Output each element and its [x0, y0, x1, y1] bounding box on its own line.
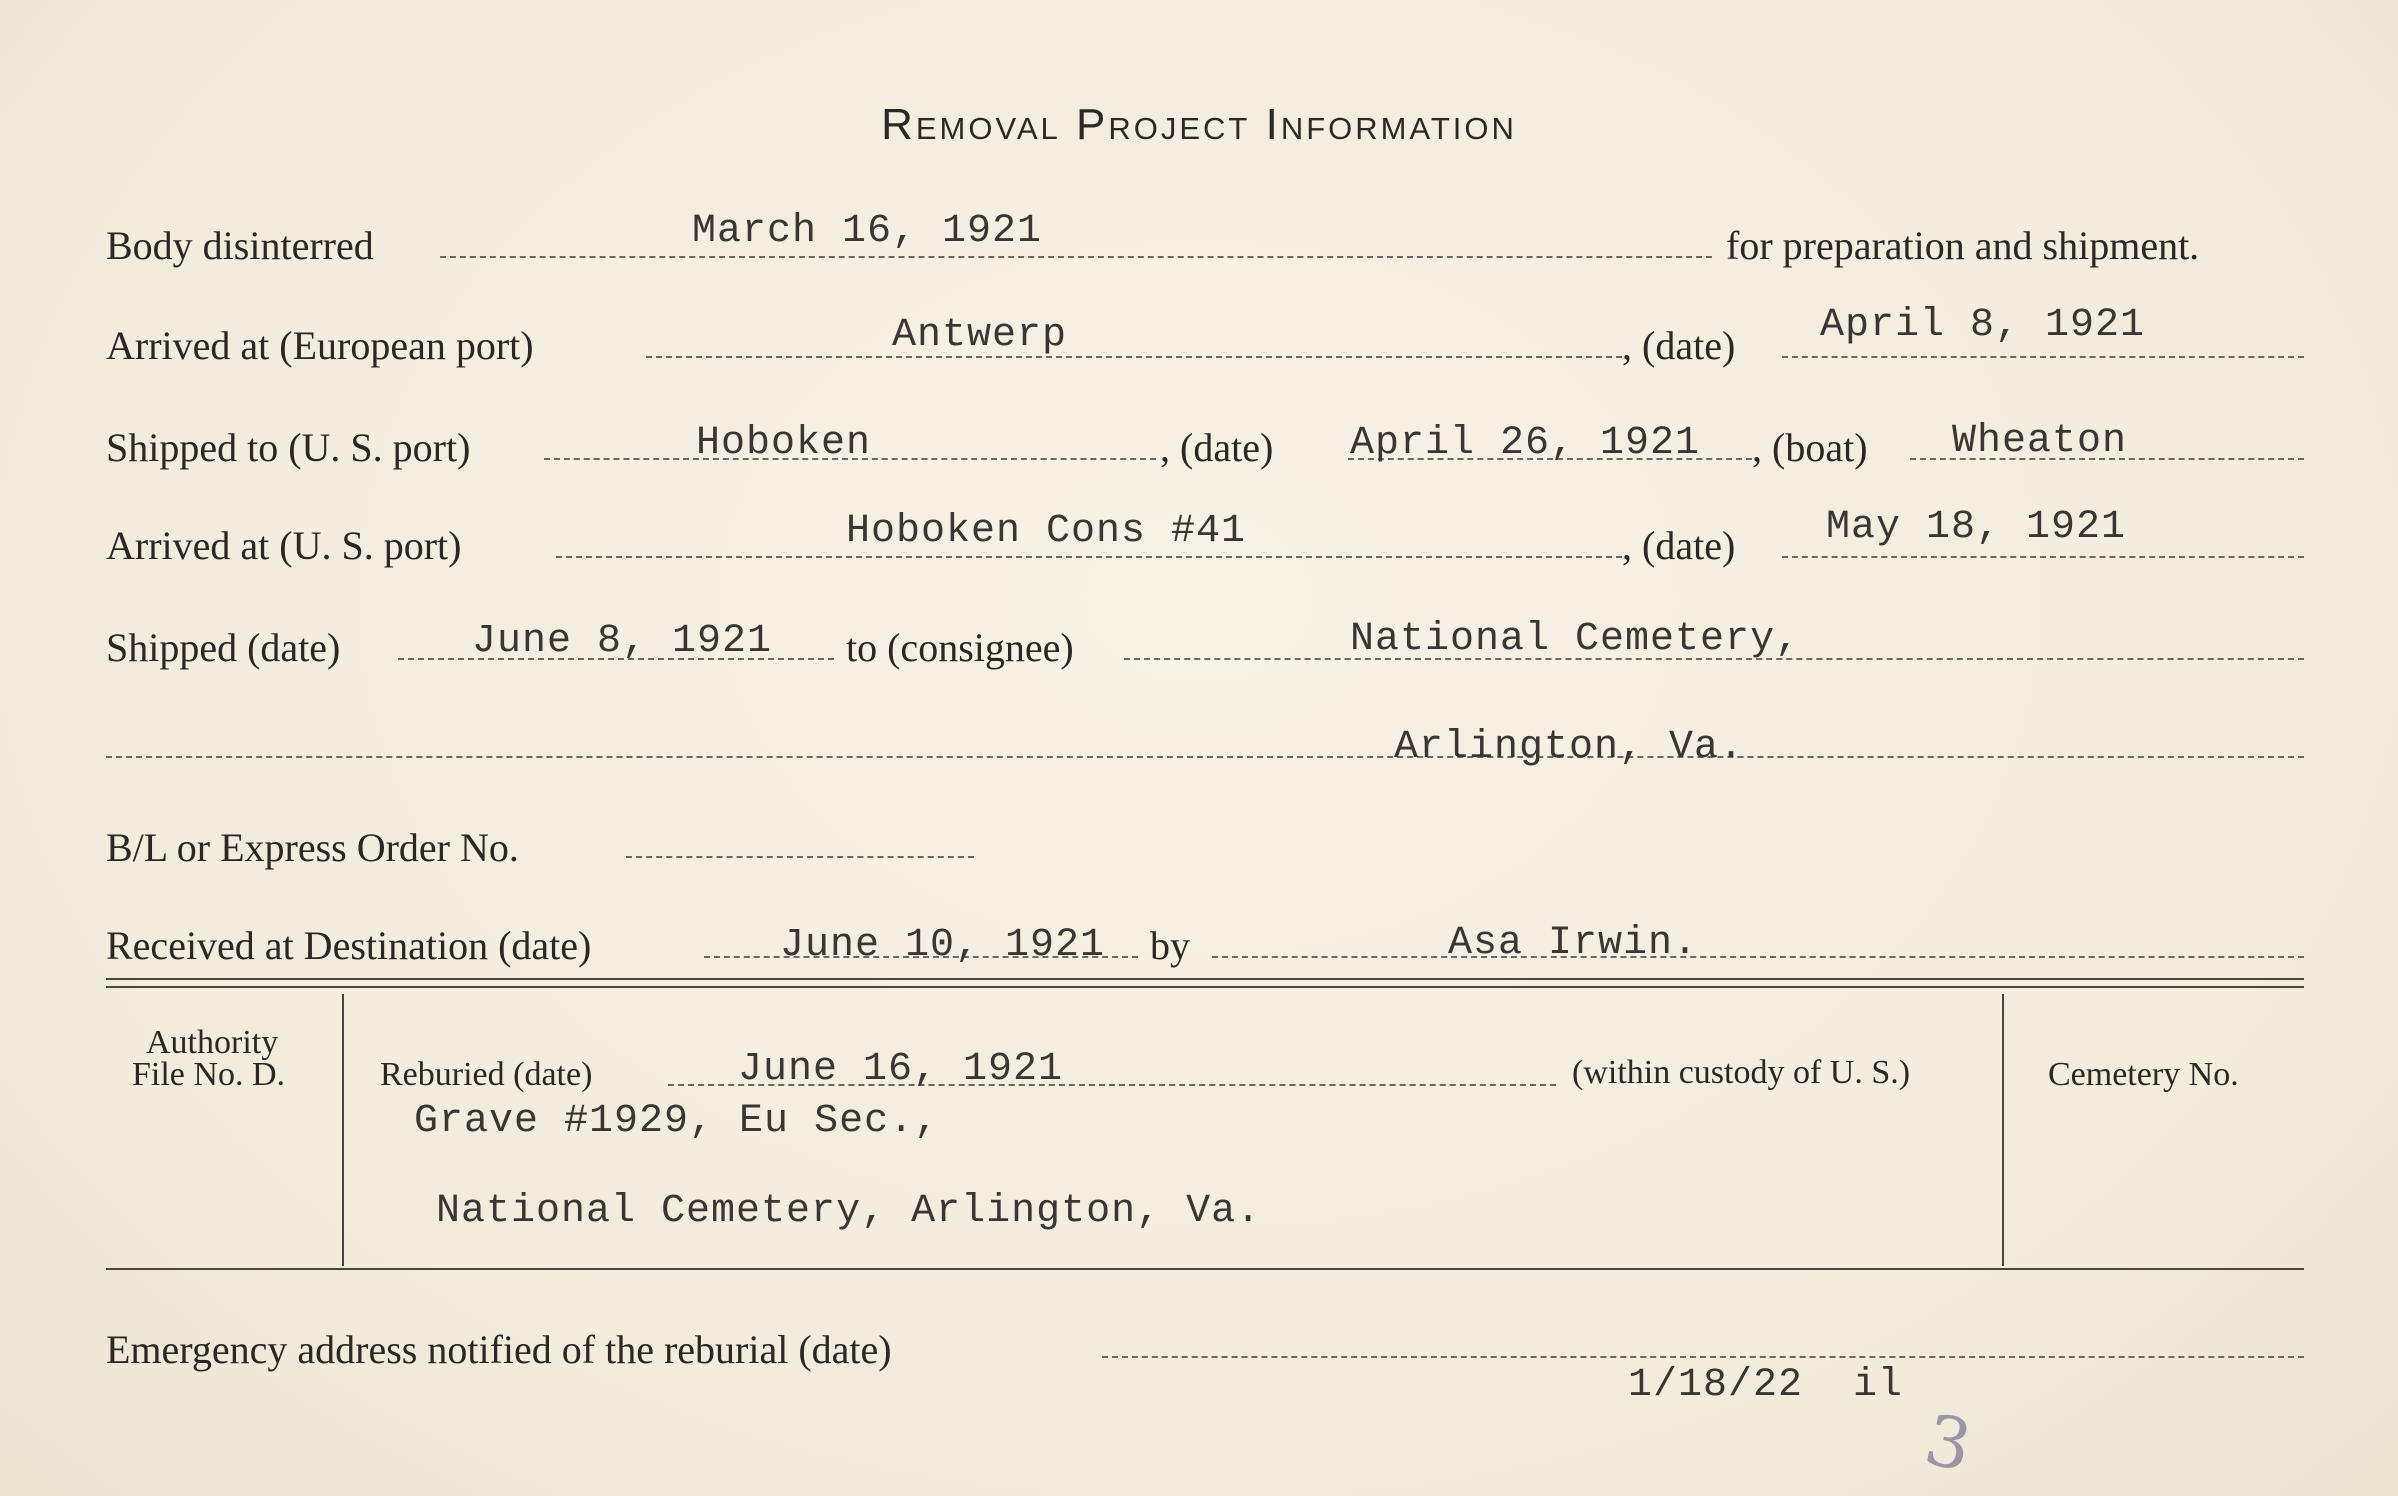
emergency-line — [1102, 1356, 2304, 1358]
location-line: National Cemetery, Arlington, Va. — [436, 1189, 1262, 1234]
bl-line — [626, 856, 974, 858]
received-label: Received at Destination (date) — [106, 923, 592, 968]
emergency-value: 1/18/22 il — [1628, 1363, 1904, 1408]
received-by-label: by — [1150, 923, 1190, 968]
disinterred-value: March 16, 1921 — [692, 209, 1043, 254]
custody-label: (within custody of U. S.) — [1572, 1054, 1911, 1091]
authority-label: Authority — [146, 1024, 279, 1061]
received-by-line — [1212, 956, 2304, 958]
shipped-us-label: Shipped to (U. S. port) — [106, 425, 471, 470]
disinterred-label: Body disinterred — [106, 223, 374, 268]
arrived-us-date-value: May 18, 1921 — [1826, 505, 2127, 550]
consignee-value: National Cemetery, — [1350, 617, 1801, 662]
arrived-us-date-line — [1782, 556, 2304, 558]
handwritten-mark: 3 — [1917, 1398, 1979, 1488]
european-port-date-value: April 8, 1921 — [1820, 303, 2146, 348]
shipped-value: June 8, 1921 — [472, 619, 773, 664]
shipped-us-value: Hoboken — [696, 421, 872, 466]
box-top-rule-1 — [106, 978, 2304, 980]
shipped-us-date-label: , (date) — [1160, 425, 1274, 470]
consignee-value-2: Arlington, Va. — [1394, 725, 1745, 770]
box-bottom-rule — [106, 1268, 2304, 1270]
arrived-us-date-label: , (date) — [1622, 523, 1736, 568]
reburied-value: June 16, 1921 — [738, 1047, 1064, 1092]
shipped-us-date-value: April 26, 1921 — [1350, 421, 1701, 466]
european-port-date-label: , (date) — [1622, 323, 1736, 368]
box-top-rule-2 — [106, 986, 2304, 988]
shipped-label: Shipped (date) — [106, 625, 341, 670]
shipped-us-boat-label: , (boat) — [1752, 425, 1868, 470]
grave-line: Grave #1929, Eu Sec., — [414, 1099, 940, 1144]
disinterred-line — [440, 256, 1712, 258]
box-divider-left — [342, 994, 344, 1266]
disinterred-suffix: for preparation and shipment. — [1726, 223, 2200, 268]
received-by-value: Asa Irwin. — [1448, 921, 1699, 966]
shipped-us-boat-value: Wheaton — [1952, 419, 2128, 464]
arrived-us-line — [556, 556, 1622, 558]
box-divider-right — [2002, 994, 2004, 1266]
reburied-label: Reburied (date) — [380, 1056, 593, 1093]
consignee-label: to (consignee) — [846, 625, 1074, 670]
received-value: June 10, 1921 — [780, 923, 1106, 968]
cemetery-no-label: Cemetery No. — [2048, 1056, 2239, 1093]
european-port-line — [646, 356, 1622, 358]
european-port-value: Antwerp — [892, 313, 1068, 358]
arrived-us-value: Hoboken Cons #41 — [846, 509, 1247, 554]
consignee-continuation-line — [106, 756, 2304, 758]
european-port-date-line — [1782, 356, 2304, 358]
file-no-label: File No. D. — [132, 1056, 285, 1093]
bl-label: B/L or Express Order No. — [106, 825, 519, 870]
arrived-us-label: Arrived at (U. S. port) — [106, 523, 462, 568]
card-title: Removal Project Information — [881, 100, 1517, 149]
emergency-label: Emergency address notified of the reburial (date) — [106, 1327, 892, 1372]
european-port-label: Arrived at (European port) — [106, 323, 534, 368]
